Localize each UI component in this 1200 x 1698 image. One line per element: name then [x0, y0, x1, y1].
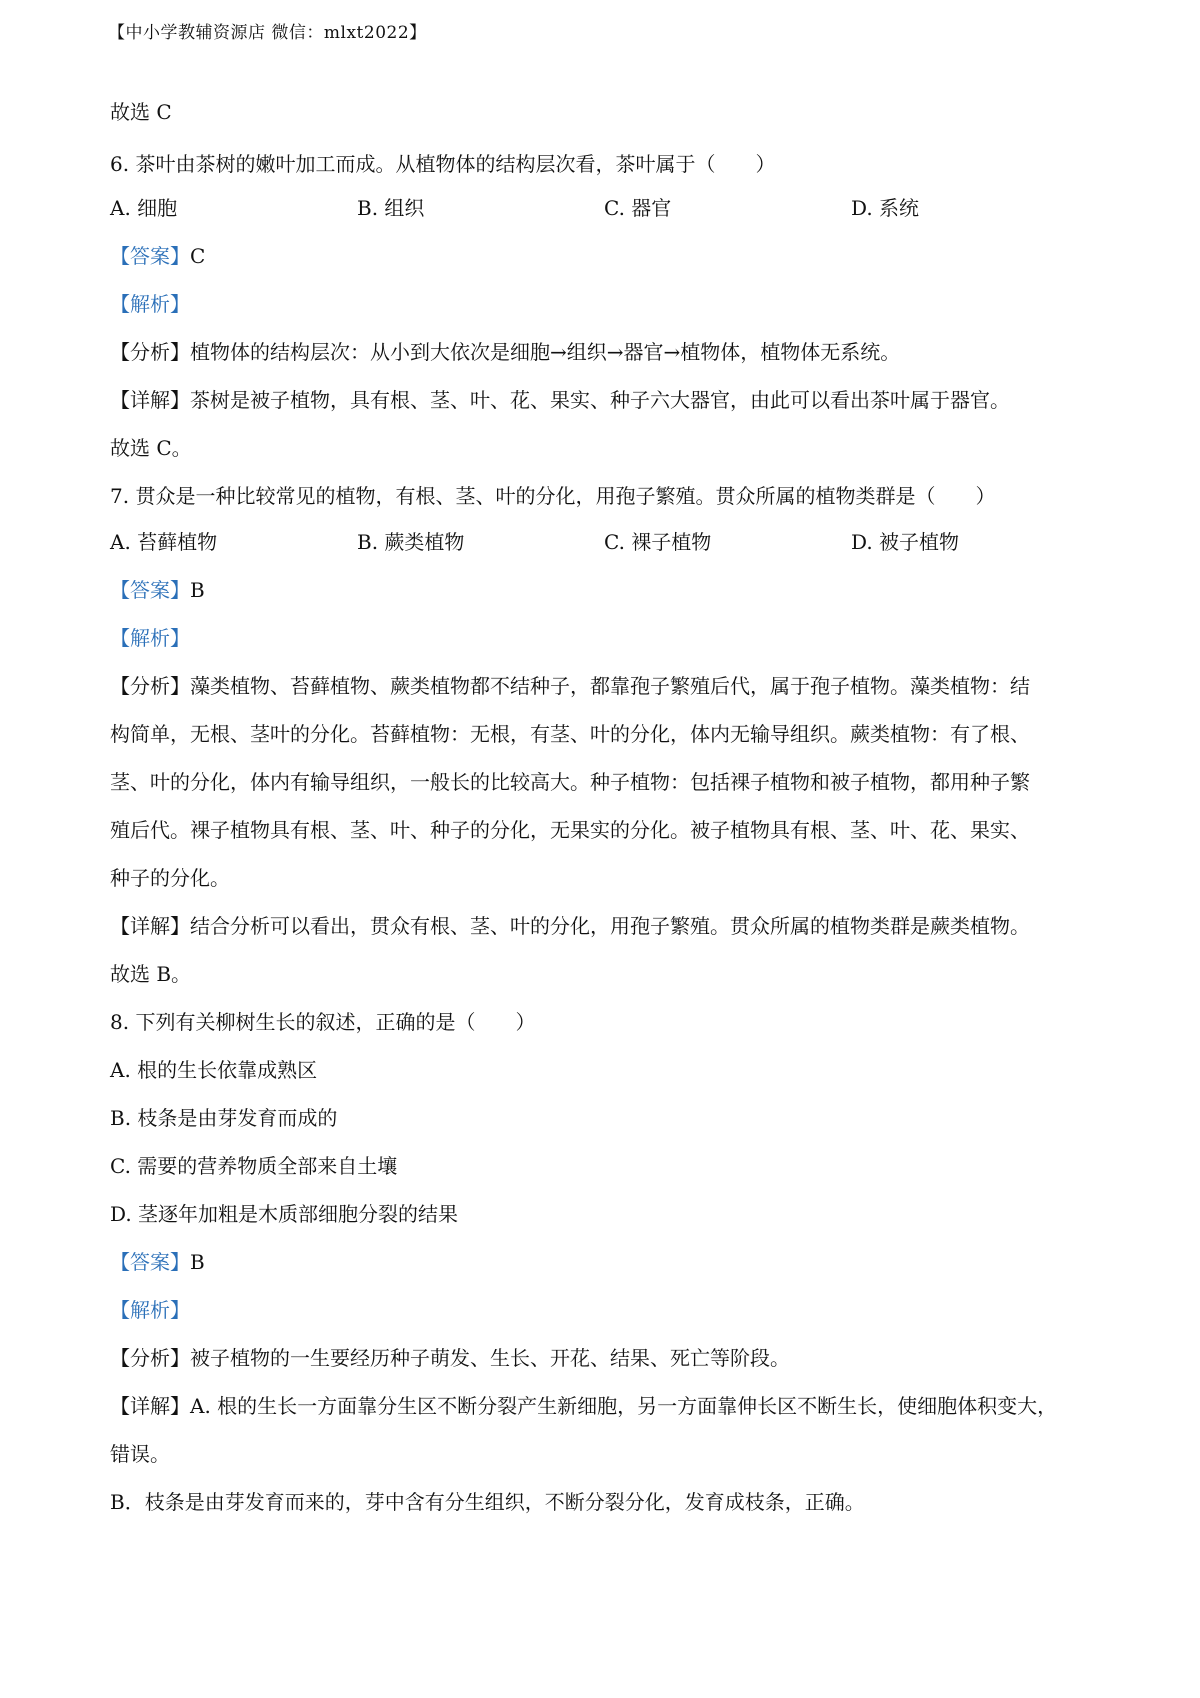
- intro-conclusion: 故选 C: [110, 100, 172, 124]
- fenxi-text: 藻类植物、苔藓植物、蕨类植物都不结种子，都靠孢子繁殖后代，属于孢子植物。藻类植物：结: [190, 674, 1030, 698]
- answer-tag: 【答案】: [110, 1250, 190, 1274]
- q8-option-a: A. 根的生长依靠成熟区: [110, 1058, 318, 1082]
- answer-value: B: [190, 1250, 205, 1274]
- answer-value: C: [190, 244, 206, 268]
- answer-value: B: [190, 578, 205, 602]
- q6-option-a: A. 细胞: [110, 196, 178, 220]
- q8-fenxi: [110, 1344, 790, 1372]
- fenxi-text: 植物体的结构层次：从小到大依次是细胞→组织→器官→植物体，植物体无系统。: [190, 340, 901, 364]
- answer-tag: 【答案】: [110, 578, 190, 602]
- xiangjie-tag: 【详解】: [110, 1394, 190, 1418]
- q8-xiangjie-line-1: [110, 1392, 1057, 1420]
- jiexi-tag: 【解析】: [110, 1298, 190, 1322]
- q7-option-a: A. 苔藓植物: [110, 530, 218, 554]
- q6-stem: 6. 茶叶由茶树的嫩叶加工而成。从植物体的结构层次看，茶叶属于（ ）: [110, 152, 776, 176]
- q7-option-b: B. 蕨类植物: [357, 530, 465, 554]
- q6-jiexi: [110, 290, 190, 318]
- fenxi-tag: 【分析】: [110, 1346, 190, 1370]
- q7-fenxi-line-3: 茎、叶的分化，体内有输导组织，一般长的比较高大。种子植物：包括裸子植物和被子植物，都用种子繁: [110, 770, 1030, 794]
- q7-conclusion: 故选 B。: [110, 962, 192, 986]
- fenxi-text: 被子植物的一生要经历种子萌发、生长、开花、结果、死亡等阶段。: [190, 1346, 790, 1370]
- q6-option-b: B. 组织: [357, 196, 425, 220]
- jiexi-tag: 【解析】: [110, 626, 190, 650]
- jiexi-tag: 【解析】: [110, 292, 190, 316]
- xiangjie-tag: 【详解】: [110, 388, 190, 412]
- xiangjie-tag: 【详解】: [110, 914, 190, 938]
- q8-stem: 8. 下列有关柳树生长的叙述，正确的是（ ）: [110, 1010, 536, 1034]
- q7-xiangjie: [110, 912, 1030, 940]
- q7-stem: 7. 贯众是一种比较常见的植物，有根、茎、叶的分化，用孢子繁殖。贯众所属的植物类群是（ ）: [110, 484, 996, 508]
- fenxi-tag: 【分析】: [110, 674, 190, 698]
- answer-tag: 【答案】: [110, 244, 190, 268]
- q8-answer: [110, 1248, 205, 1276]
- q6-option-d: D. 系统: [851, 196, 920, 220]
- q7-option-d: D. 被子植物: [851, 530, 960, 554]
- q7-fenxi-line-2: 构简单，无根、茎叶的分化。苔藓植物：无根，有茎、叶的分化，体内无输导组织。蕨类植物：有了根、: [110, 722, 1030, 746]
- q7-fenxi-line-5: 种子的分化。: [110, 866, 230, 890]
- watermark-header: 【中小学教辅资源店 微信：mlxt2022】: [108, 23, 427, 43]
- q8-option-b-explanation: B．枝条是由芽发育而来的，芽中含有分生组织，不断分裂分化，发育成枝条，正确。: [110, 1490, 865, 1514]
- q7-jiexi: [110, 624, 190, 652]
- xiangjie-text: 结合分析可以看出，贯众有根、茎、叶的分化，用孢子繁殖。贯众所属的植物类群是蕨类植物。: [190, 914, 1030, 938]
- q7-option-c: C. 裸子植物: [604, 530, 712, 554]
- q8-jiexi: [110, 1296, 190, 1324]
- q8-xiangjie-line-2: 错误。: [110, 1442, 170, 1466]
- q6-conclusion: 故选 C。: [110, 436, 192, 460]
- q6-fenxi: [110, 338, 900, 366]
- q7-fenxi-line-1: [110, 672, 1030, 700]
- xiangjie-text: 茶树是被子植物，具有根、茎、叶、花、果实、种子六大器官，由此可以看出茶叶属于器官。: [190, 388, 1010, 412]
- q6-option-c: C. 器官: [604, 196, 672, 220]
- q8-option-c: C. 需要的营养物质全部来自土壤: [110, 1154, 398, 1178]
- q6-xiangjie: [110, 386, 1010, 414]
- q8-option-d: D. 茎逐年加粗是木质部细胞分裂的结果: [110, 1202, 459, 1226]
- q8-option-b: B. 枝条是由芽发育而成的: [110, 1106, 338, 1130]
- q7-answer: [110, 576, 205, 604]
- q7-fenxi-line-4: 殖后代。裸子植物具有根、茎、叶、种子的分化，无果实的分化。被子植物具有根、茎、叶、花、果实、: [110, 818, 1030, 842]
- fenxi-tag: 【分析】: [110, 340, 190, 364]
- xiangjie-text: A. 根的生长一方面靠分生区不断分裂产生新细胞，另一方面靠伸长区不断生长，使细胞体积变大，: [190, 1394, 1058, 1418]
- q6-answer: [110, 242, 205, 270]
